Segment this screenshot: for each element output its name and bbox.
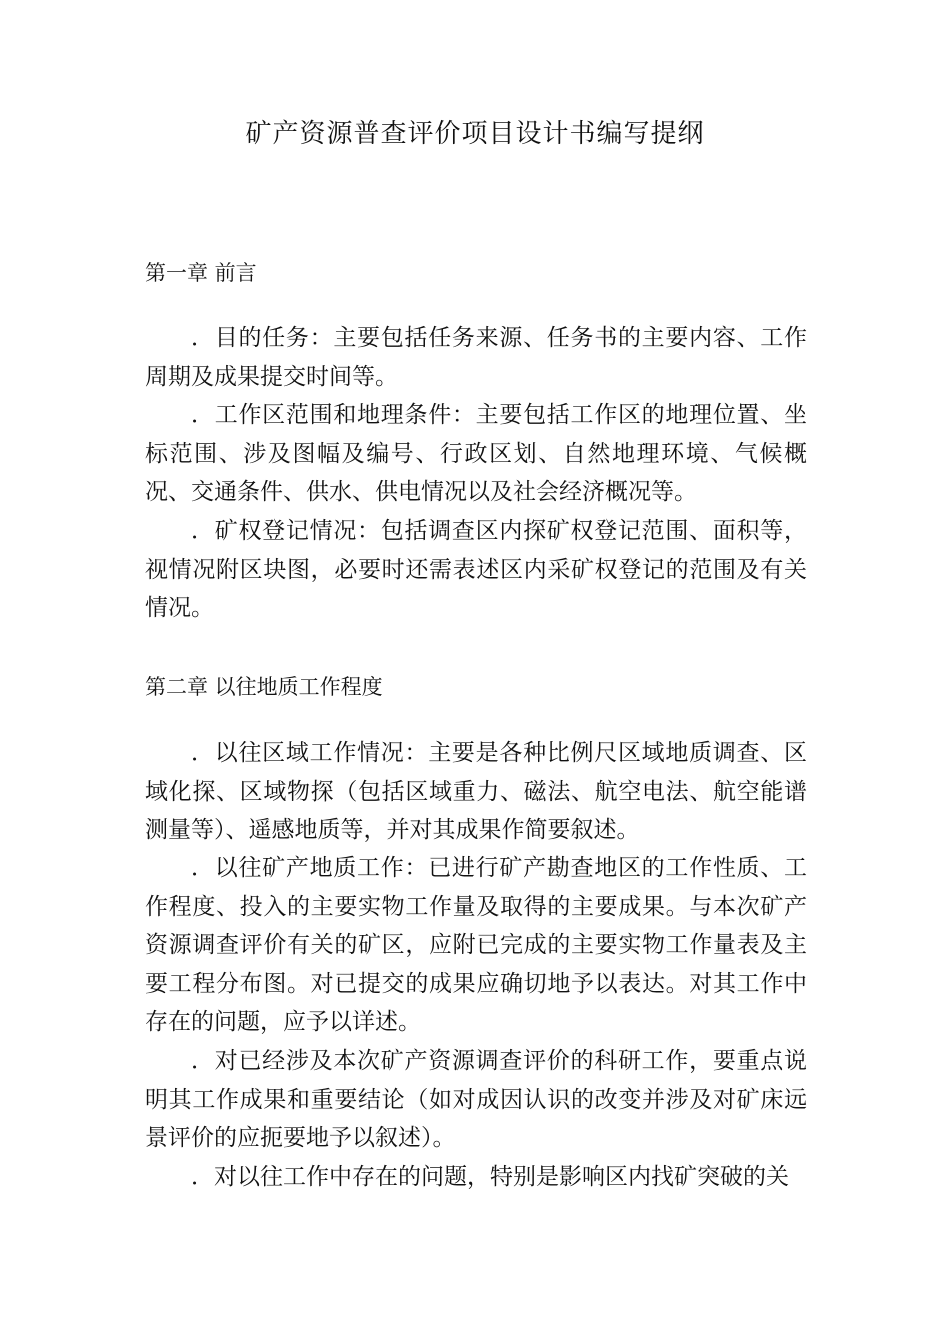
chapter-2-paragraph-1: ．以往区域工作情况：主要是各种比例尺区域地质调查、区域化探、区域物探（包括区域重力、磁法、航空电法、航空能谱测量等）、遥感地质等，并对其成果作简要叙述。 xyxy=(145,740,807,843)
chapter-1-paragraph-3: ．矿权登记情况：包括调查区内探矿权登记范围、面积等，视情况附区块图，必要时还需表述区内采矿权登记的范围及有关情况。 xyxy=(145,518,807,621)
chapter-1-paragraph-2: ．工作区范围和地理条件：主要包括工作区的地理位置、坐标范围、涉及图幅及编号、行政区划、自然地理环境、气候概况、交通条件、供水、供电情况以及社会经济概况等。 xyxy=(145,402,807,505)
chapter-2-paragraph-3: ．对已经涉及本次矿产资源调查评价的科研工作，要重点说明其工作成果和重要结论（如对成因认识的改变并涉及对矿床远景评价的应扼要地予以叙述）。 xyxy=(145,1048,807,1151)
chapter-1-heading: 第一章 前言 xyxy=(145,261,257,285)
chapter-1-paragraph-1: ．目的任务：主要包括任务来源、任务书的主要内容、工作周期及成果提交时间等。 xyxy=(145,325,807,390)
chapter-2-paragraph-4: ．对以往工作中存在的问题，特别是影响区内找矿突破的关 xyxy=(191,1164,789,1190)
chapter-2-paragraph-2: ．以往矿产地质工作：已进行矿产勘查地区的工作性质、工作程度、投入的主要实物工作量及取得的主要成果。与本次矿产资源调查评价有关的矿区，应附已完成的主要实物工作量表及主要工程分布图。对已提交的成果应确切地予以表达。对其工作中存在的问题，应予以详述。 xyxy=(145,855,807,1035)
chapter-2-heading: 第二章 以往地质工作程度 xyxy=(145,675,383,699)
document-title: 矿产资源普查评价项目设计书编写提纲 xyxy=(245,119,705,149)
